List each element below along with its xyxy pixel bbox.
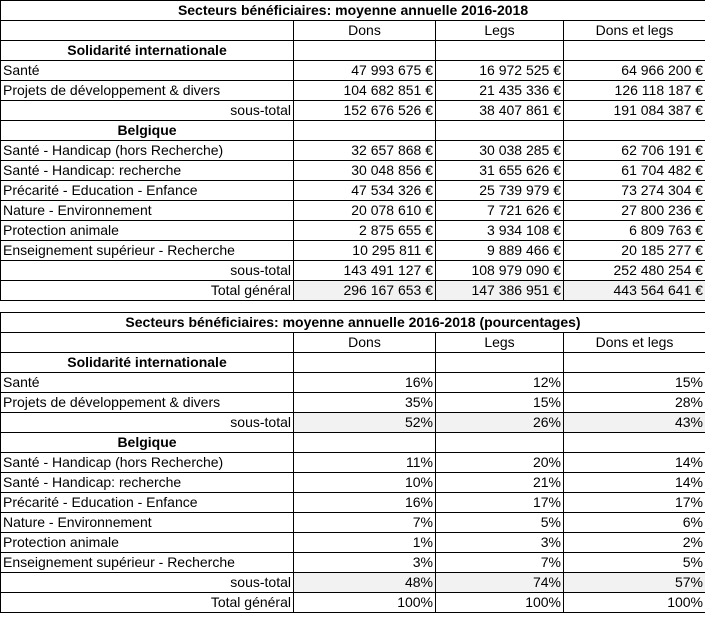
value-legs: 21 435 336 €	[436, 81, 564, 101]
value-legs: 31 655 626 €	[436, 161, 564, 181]
empty-cell	[564, 121, 705, 141]
header-empty-cell	[1, 333, 294, 353]
value-dons: 47 534 326 €	[294, 181, 436, 201]
value-legs: 7 721 626 €	[436, 201, 564, 221]
empty-cell	[294, 121, 436, 141]
empty-cell	[294, 433, 436, 453]
subtotal-legs: 74%	[436, 573, 564, 593]
value-dons-et-legs: 20 185 277 €	[564, 241, 705, 261]
column-header-dons-et-legs: Dons et legs	[564, 333, 705, 353]
value-dons: 3%	[294, 553, 436, 573]
total-legs: 100%	[436, 593, 564, 613]
value-dons-et-legs: 5%	[564, 553, 705, 573]
empty-cell	[436, 41, 564, 61]
value-dons: 7%	[294, 513, 436, 533]
value-legs: 25 739 979 €	[436, 181, 564, 201]
total-row	[1, 281, 705, 301]
row-label: Protection animale	[1, 221, 294, 241]
section-header-row	[1, 353, 705, 373]
value-dons-et-legs: 6 809 763 €	[564, 221, 705, 241]
table-row	[1, 533, 705, 553]
row-label: Enseignement supérieur - Recherche	[1, 241, 294, 261]
value-dons-et-legs: 28%	[564, 393, 705, 413]
value-dons-et-legs: 73 274 304 €	[564, 181, 705, 201]
empty-cell	[564, 433, 705, 453]
value-dons-et-legs: 61 704 482 €	[564, 161, 705, 181]
value-legs: 16 972 525 €	[436, 61, 564, 81]
subtotal-dons-et-legs: 191 084 387 €	[564, 101, 705, 121]
subtotal-legs: 26%	[436, 413, 564, 433]
column-header-legs: Legs	[436, 333, 564, 353]
value-legs: 7%	[436, 553, 564, 573]
empty-cell	[564, 353, 705, 373]
value-legs: 3 934 108 €	[436, 221, 564, 241]
column-header-row	[1, 333, 705, 353]
value-legs: 15%	[436, 393, 564, 413]
row-label: Enseignement supérieur - Recherche	[1, 553, 294, 573]
subtotal-legs: 38 407 861 €	[436, 101, 564, 121]
value-legs: 3%	[436, 533, 564, 553]
value-dons: 11%	[294, 453, 436, 473]
value-dons: 20 078 610 €	[294, 201, 436, 221]
total-dons: 100%	[294, 593, 436, 613]
value-dons: 10%	[294, 473, 436, 493]
row-label: Santé - Handicap (hors Recherche)	[1, 453, 294, 473]
subtotal-dons-et-legs: 43%	[564, 413, 705, 433]
value-dons-et-legs: 14%	[564, 473, 705, 493]
table-row	[1, 473, 705, 493]
subtotal-dons-et-legs: 252 480 254 €	[564, 261, 705, 281]
subtotal-row	[1, 261, 705, 281]
table-row	[1, 553, 705, 573]
subtotal-dons-et-legs: 57%	[564, 573, 705, 593]
value-dons: 47 993 675 €	[294, 61, 436, 81]
subtotal-row	[1, 101, 705, 121]
table-row	[1, 493, 705, 513]
total-legs: 147 386 951 €	[436, 281, 564, 301]
row-label: Santé - Handicap (hors Recherche)	[1, 141, 294, 161]
subtotal-dons: 143 491 127 €	[294, 261, 436, 281]
total-row	[1, 593, 705, 613]
value-dons-et-legs: 6%	[564, 513, 705, 533]
value-dons: 104 682 851 €	[294, 81, 436, 101]
value-legs: 21%	[436, 473, 564, 493]
value-dons: 2 875 655 €	[294, 221, 436, 241]
value-dons: 30 048 856 €	[294, 161, 436, 181]
subtotal-dons: 52%	[294, 413, 436, 433]
row-label: Protection animale	[1, 533, 294, 553]
table-title: Secteurs bénéficiaires: moyenne annuelle 2016-2018 (pourcentages)	[1, 313, 705, 333]
table-row	[1, 453, 705, 473]
column-header-dons: Dons	[294, 21, 436, 41]
header-empty-cell	[1, 21, 294, 41]
empty-cell	[436, 353, 564, 373]
value-dons: 16%	[294, 373, 436, 393]
value-dons-et-legs: 62 706 191 €	[564, 141, 705, 161]
table-title: Secteurs bénéficiaires: moyenne annuelle 2016-2018	[1, 1, 705, 21]
value-dons: 16%	[294, 493, 436, 513]
empty-cell	[436, 433, 564, 453]
value-legs: 30 038 285 €	[436, 141, 564, 161]
section-header-row	[1, 433, 705, 453]
section-header-row	[1, 121, 705, 141]
section-header-belgique: Belgique	[1, 121, 294, 141]
value-dons-et-legs: 15%	[564, 373, 705, 393]
total-dons: 296 167 653 €	[294, 281, 436, 301]
row-label: Santé - Handicap: recherche	[1, 473, 294, 493]
value-dons: 10 295 811 €	[294, 241, 436, 261]
column-header-row	[1, 21, 705, 41]
row-label: Projets de développement & divers	[1, 81, 294, 101]
row-label: Projets de développement & divers	[1, 393, 294, 413]
column-header-legs: Legs	[436, 21, 564, 41]
row-label: Précarité - Education - Enfance	[1, 493, 294, 513]
table-row	[1, 201, 705, 221]
table-row	[1, 221, 705, 241]
value-dons: 35%	[294, 393, 436, 413]
table-row	[1, 81, 705, 101]
total-dons-et-legs: 100%	[564, 593, 705, 613]
subtotal-row	[1, 573, 705, 593]
value-dons: 1%	[294, 533, 436, 553]
subtotal-label: sous-total	[1, 413, 294, 433]
subtotal-label: sous-total	[1, 261, 294, 281]
table-title-row	[1, 1, 705, 21]
row-label: Nature - Environnement	[1, 201, 294, 221]
row-label: Précarité - Education - Enfance	[1, 181, 294, 201]
table-row	[1, 393, 705, 413]
total-label: Total général	[1, 593, 294, 613]
section-header-solidarite: Solidarité internationale	[1, 353, 294, 373]
table-row	[1, 161, 705, 181]
value-legs: 12%	[436, 373, 564, 393]
amounts-table	[0, 0, 705, 301]
row-label: Santé	[1, 61, 294, 81]
row-label: Nature - Environnement	[1, 513, 294, 533]
value-legs: 17%	[436, 493, 564, 513]
subtotal-dons: 48%	[294, 573, 436, 593]
subtotal-legs: 108 979 090 €	[436, 261, 564, 281]
table-row	[1, 241, 705, 261]
value-dons-et-legs: 2%	[564, 533, 705, 553]
section-header-row	[1, 41, 705, 61]
table-row	[1, 373, 705, 393]
value-dons-et-legs: 27 800 236 €	[564, 201, 705, 221]
subtotal-label: sous-total	[1, 101, 294, 121]
empty-cell	[436, 121, 564, 141]
row-label: Santé - Handicap: recherche	[1, 161, 294, 181]
section-header-solidarite: Solidarité internationale	[1, 41, 294, 61]
subtotal-dons: 152 676 526 €	[294, 101, 436, 121]
table-title-row	[1, 313, 705, 333]
column-header-dons-et-legs: Dons et legs	[564, 21, 705, 41]
table-row	[1, 181, 705, 201]
total-dons-et-legs: 443 564 641 €	[564, 281, 705, 301]
value-dons-et-legs: 17%	[564, 493, 705, 513]
value-dons: 32 657 868 €	[294, 141, 436, 161]
empty-cell	[564, 41, 705, 61]
value-legs: 20%	[436, 453, 564, 473]
subtotal-label: sous-total	[1, 573, 294, 593]
value-dons-et-legs: 64 966 200 €	[564, 61, 705, 81]
table-row	[1, 61, 705, 81]
empty-cell	[294, 353, 436, 373]
table-row	[1, 513, 705, 533]
value-legs: 9 889 466 €	[436, 241, 564, 261]
row-label: Santé	[1, 373, 294, 393]
empty-cell	[294, 41, 436, 61]
section-header-belgique: Belgique	[1, 433, 294, 453]
value-dons-et-legs: 14%	[564, 453, 705, 473]
value-dons-et-legs: 126 118 187 €	[564, 81, 705, 101]
table-row	[1, 141, 705, 161]
column-header-dons: Dons	[294, 333, 436, 353]
subtotal-row	[1, 413, 705, 433]
value-legs: 5%	[436, 513, 564, 533]
total-label: Total général	[1, 281, 294, 301]
percentages-table	[0, 312, 705, 613]
